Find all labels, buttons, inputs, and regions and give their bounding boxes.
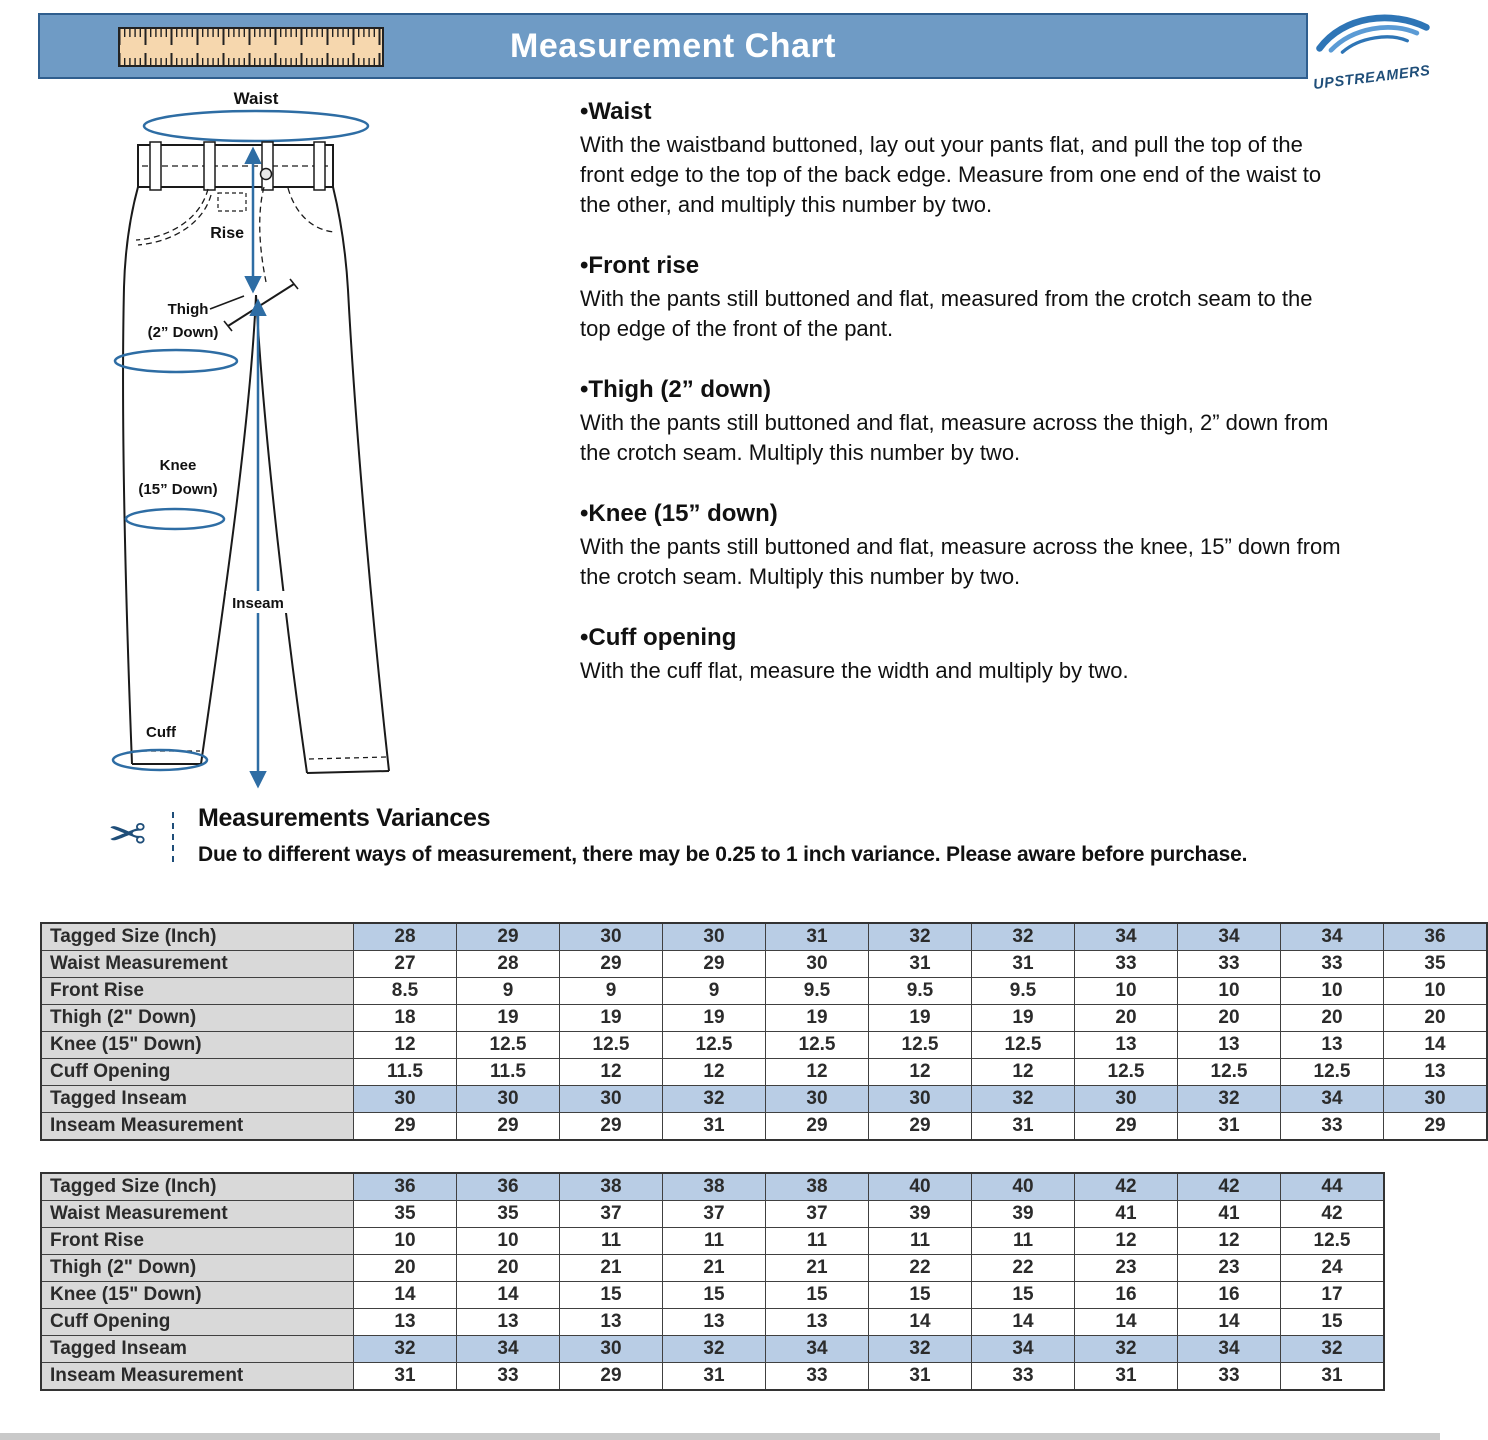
measurement-cell: 29 bbox=[766, 1113, 869, 1141]
measurement-cell: 14 bbox=[1178, 1309, 1281, 1336]
measurement-cell: 34 bbox=[1281, 1086, 1384, 1113]
instruction-waist bbox=[580, 98, 1348, 220]
measurement-cell: 29 bbox=[560, 1363, 663, 1391]
measurement-cell: 19 bbox=[972, 1005, 1075, 1032]
measurement-cell: 30 bbox=[1075, 1086, 1178, 1113]
measurement-cell: 11 bbox=[766, 1228, 869, 1255]
page-title: Measurement Chart bbox=[510, 27, 836, 65]
waist-ellipse bbox=[144, 111, 368, 141]
cuff-ellipse bbox=[113, 750, 207, 770]
instruction-title: •Cuff opening bbox=[580, 624, 737, 651]
row-label: Front Rise bbox=[41, 978, 354, 1005]
measurement-cell: 12.5 bbox=[663, 1032, 766, 1059]
rise-label: Rise bbox=[210, 225, 244, 242]
measurement-cell: 9 bbox=[560, 978, 663, 1005]
measurement-cell: 42 bbox=[1075, 1173, 1178, 1201]
row-label: Inseam Measurement bbox=[41, 1363, 354, 1391]
measurement-cell: 32 bbox=[663, 1336, 766, 1363]
measurement-cell: 12 bbox=[560, 1059, 663, 1086]
measurement-cell: 14 bbox=[869, 1309, 972, 1336]
measurement-cell: 36 bbox=[354, 1173, 457, 1201]
measurement-cell: 31 bbox=[1075, 1363, 1178, 1391]
measurement-cell: 21 bbox=[560, 1255, 663, 1282]
instruction-title: •Knee (15” down) bbox=[580, 500, 778, 527]
measurement-cell: 11 bbox=[560, 1228, 663, 1255]
measurement-cell: 34 bbox=[1281, 923, 1384, 951]
measurement-cell: 10 bbox=[1178, 978, 1281, 1005]
measurement-cell: 36 bbox=[1384, 923, 1488, 951]
instruction-front-rise bbox=[580, 252, 1348, 344]
header-banner bbox=[38, 13, 1308, 79]
measurement-cell: 30 bbox=[560, 1336, 663, 1363]
measurement-cell: 12 bbox=[354, 1032, 457, 1059]
measurement-cell: 15 bbox=[663, 1282, 766, 1309]
measurement-cell: 16 bbox=[1075, 1282, 1178, 1309]
measurement-cell: 11 bbox=[663, 1228, 766, 1255]
brand-name: UPSTREAMERS bbox=[1312, 62, 1432, 94]
measurement-cell: 32 bbox=[972, 923, 1075, 951]
size-table-small bbox=[40, 922, 1488, 1141]
table-row bbox=[41, 1201, 1384, 1228]
instruction-knee bbox=[580, 500, 1348, 592]
measurement-cell: 32 bbox=[972, 1086, 1075, 1113]
measurement-cell: 33 bbox=[457, 1363, 560, 1391]
row-label: Tagged Size (Inch) bbox=[41, 1173, 354, 1201]
measurement-cell: 19 bbox=[560, 1005, 663, 1032]
measurement-cell: 30 bbox=[869, 1086, 972, 1113]
measurement-cell: 42 bbox=[1281, 1201, 1385, 1228]
instruction-thigh bbox=[580, 376, 1348, 468]
variances-section bbox=[108, 804, 1258, 870]
measurement-cell: 29 bbox=[457, 923, 560, 951]
instruction-body: With the pants still buttoned and flat, measured from the crotch seam to the top edge of the front of the pant. bbox=[580, 286, 1313, 341]
measurement-cell: 29 bbox=[663, 951, 766, 978]
measurement-cell: 37 bbox=[663, 1201, 766, 1228]
knee-ellipse bbox=[126, 509, 224, 529]
measurement-cell: 13 bbox=[1075, 1032, 1178, 1059]
measurement-cell: 31 bbox=[869, 951, 972, 978]
measurement-cell: 14 bbox=[354, 1282, 457, 1309]
row-label: Knee (15" Down) bbox=[41, 1032, 354, 1059]
table-row bbox=[41, 1032, 1487, 1059]
measurement-cell: 10 bbox=[1281, 978, 1384, 1005]
measurement-cell: 31 bbox=[663, 1113, 766, 1141]
row-label: Tagged Inseam bbox=[41, 1086, 354, 1113]
measurement-cell: 33 bbox=[1281, 1113, 1384, 1141]
measurement-cell: 12 bbox=[1178, 1228, 1281, 1255]
thigh-ellipse bbox=[115, 350, 237, 372]
thigh-pointer bbox=[210, 296, 244, 309]
measurement-cell: 39 bbox=[869, 1201, 972, 1228]
instruction-title: •Thigh (2” down) bbox=[580, 376, 772, 403]
measurement-cell: 42 bbox=[1178, 1173, 1281, 1201]
measurement-cell: 30 bbox=[1384, 1086, 1488, 1113]
waist-label: Waist bbox=[233, 89, 279, 108]
row-label: Waist Measurement bbox=[41, 951, 354, 978]
measurement-cell: 29 bbox=[869, 1113, 972, 1141]
instructions-column bbox=[580, 98, 1348, 718]
measurement-cell: 20 bbox=[1281, 1005, 1384, 1032]
measurement-cell: 31 bbox=[1281, 1363, 1385, 1391]
cuff-label: Cuff bbox=[146, 724, 176, 741]
measurement-cell: 13 bbox=[1281, 1032, 1384, 1059]
measurement-cell: 10 bbox=[457, 1228, 560, 1255]
table-row bbox=[41, 1363, 1384, 1391]
variances-title: Measurements Variances bbox=[198, 804, 491, 832]
measurement-cell: 44 bbox=[1281, 1173, 1385, 1201]
measurement-cell: 38 bbox=[663, 1173, 766, 1201]
instruction-body: With the pants still buttoned and flat, measure across the thigh, 2” down from the crotch seam. Multiply this number by two. bbox=[580, 410, 1329, 465]
size-tables bbox=[40, 922, 1488, 1391]
instruction-body: With the cuff flat, measure the width and multiply by two. bbox=[580, 658, 1129, 683]
measurement-cell: 13 bbox=[457, 1309, 560, 1336]
measurement-cell: 38 bbox=[766, 1173, 869, 1201]
size-table-large bbox=[40, 1172, 1385, 1391]
measurement-cell: 28 bbox=[354, 923, 457, 951]
measurement-cell: 29 bbox=[560, 951, 663, 978]
table-row bbox=[41, 978, 1487, 1005]
measurement-cell: 9.5 bbox=[972, 978, 1075, 1005]
measurement-cell: 23 bbox=[1178, 1255, 1281, 1282]
measurement-cell: 33 bbox=[1281, 951, 1384, 978]
measurement-cell: 19 bbox=[766, 1005, 869, 1032]
scissors-icon: ✂ bbox=[108, 804, 174, 870]
measurement-cell: 33 bbox=[972, 1363, 1075, 1391]
measurement-cell: 34 bbox=[1178, 923, 1281, 951]
measurement-cell: 33 bbox=[1178, 1363, 1281, 1391]
row-label: Tagged Inseam bbox=[41, 1336, 354, 1363]
measurement-cell: 22 bbox=[972, 1255, 1075, 1282]
measurement-cell: 14 bbox=[1075, 1309, 1178, 1336]
measurement-cell: 32 bbox=[354, 1336, 457, 1363]
measurement-cell: 12.5 bbox=[1075, 1059, 1178, 1086]
measurement-cell: 12.5 bbox=[1281, 1228, 1385, 1255]
measurement-cell: 30 bbox=[560, 1086, 663, 1113]
instruction-title: •Waist bbox=[580, 98, 652, 125]
measurement-cell: 11 bbox=[972, 1228, 1075, 1255]
measurement-cell: 15 bbox=[1281, 1309, 1385, 1336]
measurement-cell: 31 bbox=[1178, 1113, 1281, 1141]
measurement-cell: 10 bbox=[1384, 978, 1488, 1005]
measurement-cell: 12 bbox=[869, 1059, 972, 1086]
measurement-cell: 11.5 bbox=[354, 1059, 457, 1086]
measurement-cell: 30 bbox=[354, 1086, 457, 1113]
measurement-cell: 41 bbox=[1075, 1201, 1178, 1228]
measurement-cell: 34 bbox=[1178, 1336, 1281, 1363]
row-label: Thigh (2" Down) bbox=[41, 1255, 354, 1282]
measurement-cell: 21 bbox=[766, 1255, 869, 1282]
measurement-cell: 35 bbox=[457, 1201, 560, 1228]
measurement-cell: 16 bbox=[1178, 1282, 1281, 1309]
measurement-cell: 34 bbox=[972, 1336, 1075, 1363]
measurement-cell: 32 bbox=[663, 1086, 766, 1113]
row-label: Knee (15" Down) bbox=[41, 1282, 354, 1309]
measurement-cell: 30 bbox=[663, 923, 766, 951]
measurement-cell: 9 bbox=[457, 978, 560, 1005]
measurement-cell: 12 bbox=[663, 1059, 766, 1086]
table-row bbox=[41, 923, 1487, 951]
measurement-cell: 35 bbox=[354, 1201, 457, 1228]
measurement-cell: 20 bbox=[1178, 1005, 1281, 1032]
measurement-cell: 29 bbox=[560, 1113, 663, 1141]
instruction-body: With the waistband buttoned, lay out your pants flat, and pull the top of the front edge to the top of the back edge. Measure from one end of the waist to the other, and multiply this number by two. bbox=[580, 132, 1322, 217]
table-row bbox=[41, 1336, 1384, 1363]
brand-logo bbox=[1308, 6, 1436, 94]
bottom-border bbox=[0, 1433, 1440, 1440]
measurement-cell: 33 bbox=[1178, 951, 1281, 978]
measurement-cell: 13 bbox=[1178, 1032, 1281, 1059]
measurement-cell: 29 bbox=[354, 1113, 457, 1141]
measurement-cell: 15 bbox=[560, 1282, 663, 1309]
measurement-cell: 34 bbox=[766, 1336, 869, 1363]
row-label: Cuff Opening bbox=[41, 1059, 354, 1086]
measurement-cell: 13 bbox=[1384, 1059, 1488, 1086]
row-label: Waist Measurement bbox=[41, 1201, 354, 1228]
measurement-cell: 18 bbox=[354, 1005, 457, 1032]
measurement-cell: 37 bbox=[766, 1201, 869, 1228]
measurement-cell: 12.5 bbox=[766, 1032, 869, 1059]
measurement-cell: 13 bbox=[560, 1309, 663, 1336]
measurement-cell: 34 bbox=[457, 1336, 560, 1363]
measurement-cell: 31 bbox=[354, 1363, 457, 1391]
table-row bbox=[41, 951, 1487, 978]
measurement-cell: 24 bbox=[1281, 1255, 1385, 1282]
table-row bbox=[41, 1255, 1384, 1282]
measurement-cell: 30 bbox=[766, 1086, 869, 1113]
inseam-label: Inseam bbox=[232, 595, 284, 612]
measurement-cell: 20 bbox=[457, 1255, 560, 1282]
measurement-cell: 41 bbox=[1178, 1201, 1281, 1228]
measurement-cell: 28 bbox=[457, 951, 560, 978]
measurement-cell: 37 bbox=[560, 1201, 663, 1228]
thigh-sublabel: (2” Down) bbox=[147, 324, 219, 341]
measurement-cell: 33 bbox=[1075, 951, 1178, 978]
measurement-cell: 8.5 bbox=[354, 978, 457, 1005]
measurement-cell: 30 bbox=[766, 951, 869, 978]
table-row bbox=[41, 1086, 1487, 1113]
measurement-cell: 9 bbox=[663, 978, 766, 1005]
measurement-cell: 14 bbox=[457, 1282, 560, 1309]
row-label: Cuff Opening bbox=[41, 1309, 354, 1336]
measurement-cell: 12.5 bbox=[869, 1032, 972, 1059]
measurement-cell: 12 bbox=[766, 1059, 869, 1086]
measurement-cell: 29 bbox=[1075, 1113, 1178, 1141]
table-row bbox=[41, 1059, 1487, 1086]
measurement-cell: 20 bbox=[1384, 1005, 1488, 1032]
pants-diagram bbox=[98, 90, 568, 811]
measurement-cell: 15 bbox=[869, 1282, 972, 1309]
variances-body: Due to different ways of measurement, there may be 0.25 to 1 inch variance. Please aware before purchase. bbox=[198, 843, 1248, 866]
measurement-cell: 19 bbox=[663, 1005, 766, 1032]
measurement-cell: 23 bbox=[1075, 1255, 1178, 1282]
measurement-cell: 27 bbox=[354, 951, 457, 978]
measurement-cell: 13 bbox=[354, 1309, 457, 1336]
measurement-cell: 30 bbox=[560, 923, 663, 951]
knee-label: Knee bbox=[159, 457, 197, 474]
measurement-cell: 10 bbox=[1075, 978, 1178, 1005]
measurement-cell: 32 bbox=[1178, 1086, 1281, 1113]
table-row bbox=[41, 1005, 1487, 1032]
measurement-cell: 9.5 bbox=[869, 978, 972, 1005]
measurement-cell: 13 bbox=[766, 1309, 869, 1336]
row-label: Inseam Measurement bbox=[41, 1113, 354, 1141]
measurement-cell: 32 bbox=[869, 1336, 972, 1363]
measurement-cell: 15 bbox=[766, 1282, 869, 1309]
measurement-cell: 34 bbox=[1075, 923, 1178, 951]
measurement-cell: 11 bbox=[869, 1228, 972, 1255]
thigh-label: Thigh bbox=[167, 301, 209, 318]
measurement-cell: 32 bbox=[1281, 1336, 1385, 1363]
measurement-cell: 38 bbox=[560, 1173, 663, 1201]
instruction-cuff bbox=[580, 624, 1348, 686]
row-label: Thigh (2" Down) bbox=[41, 1005, 354, 1032]
measurement-cell: 12.5 bbox=[457, 1032, 560, 1059]
wave-icon bbox=[1310, 6, 1434, 64]
measurement-cell: 12.5 bbox=[1178, 1059, 1281, 1086]
measurement-cell: 12 bbox=[1075, 1228, 1178, 1255]
measurement-cell: 31 bbox=[869, 1363, 972, 1391]
measurement-cell: 33 bbox=[766, 1363, 869, 1391]
measurement-cell: 39 bbox=[972, 1201, 1075, 1228]
measurement-cell: 31 bbox=[663, 1363, 766, 1391]
measurement-cell: 12 bbox=[972, 1059, 1075, 1086]
table-row bbox=[41, 1113, 1487, 1141]
variances-text bbox=[198, 804, 1247, 870]
measurement-cell: 12.5 bbox=[972, 1032, 1075, 1059]
measurement-cell: 15 bbox=[972, 1282, 1075, 1309]
row-label: Tagged Size (Inch) bbox=[41, 923, 354, 951]
table-row bbox=[41, 1309, 1384, 1336]
measurement-cell: 19 bbox=[869, 1005, 972, 1032]
measurement-cell: 21 bbox=[663, 1255, 766, 1282]
instruction-title: •Front rise bbox=[580, 252, 700, 279]
measurement-cell: 29 bbox=[1384, 1113, 1488, 1141]
measurement-cell: 11.5 bbox=[457, 1059, 560, 1086]
measurement-cell: 12.5 bbox=[560, 1032, 663, 1059]
measurement-cell: 32 bbox=[1075, 1336, 1178, 1363]
measurement-cell: 31 bbox=[972, 951, 1075, 978]
measurement-cell: 40 bbox=[869, 1173, 972, 1201]
measurement-cell: 14 bbox=[972, 1309, 1075, 1336]
table-row bbox=[41, 1173, 1384, 1201]
measurement-cell: 17 bbox=[1281, 1282, 1385, 1309]
measurement-cell: 31 bbox=[766, 923, 869, 951]
instruction-body: With the pants still buttoned and flat, measure across the knee, 15” down from the crotch seam. Multiply this number by two. bbox=[580, 534, 1341, 589]
measurement-cell: 31 bbox=[972, 1113, 1075, 1141]
measurement-cell: 36 bbox=[457, 1173, 560, 1201]
row-label: Front Rise bbox=[41, 1228, 354, 1255]
measurement-cell: 22 bbox=[869, 1255, 972, 1282]
knee-sublabel: (15” Down) bbox=[138, 481, 218, 498]
measurement-cell: 10 bbox=[354, 1228, 457, 1255]
measurement-cell: 13 bbox=[663, 1309, 766, 1336]
measurement-cell: 20 bbox=[1075, 1005, 1178, 1032]
measurement-cell: 20 bbox=[354, 1255, 457, 1282]
measurement-cell: 30 bbox=[457, 1086, 560, 1113]
measurement-cell: 40 bbox=[972, 1173, 1075, 1201]
measurement-cell: 35 bbox=[1384, 951, 1488, 978]
measurement-cell: 19 bbox=[457, 1005, 560, 1032]
table-row bbox=[41, 1228, 1384, 1255]
measurement-cell: 14 bbox=[1384, 1032, 1488, 1059]
measurement-cell: 9.5 bbox=[766, 978, 869, 1005]
table-row bbox=[41, 1282, 1384, 1309]
measurement-cell: 29 bbox=[457, 1113, 560, 1141]
measurement-cell: 32 bbox=[869, 923, 972, 951]
measurement-cell: 12.5 bbox=[1281, 1059, 1384, 1086]
